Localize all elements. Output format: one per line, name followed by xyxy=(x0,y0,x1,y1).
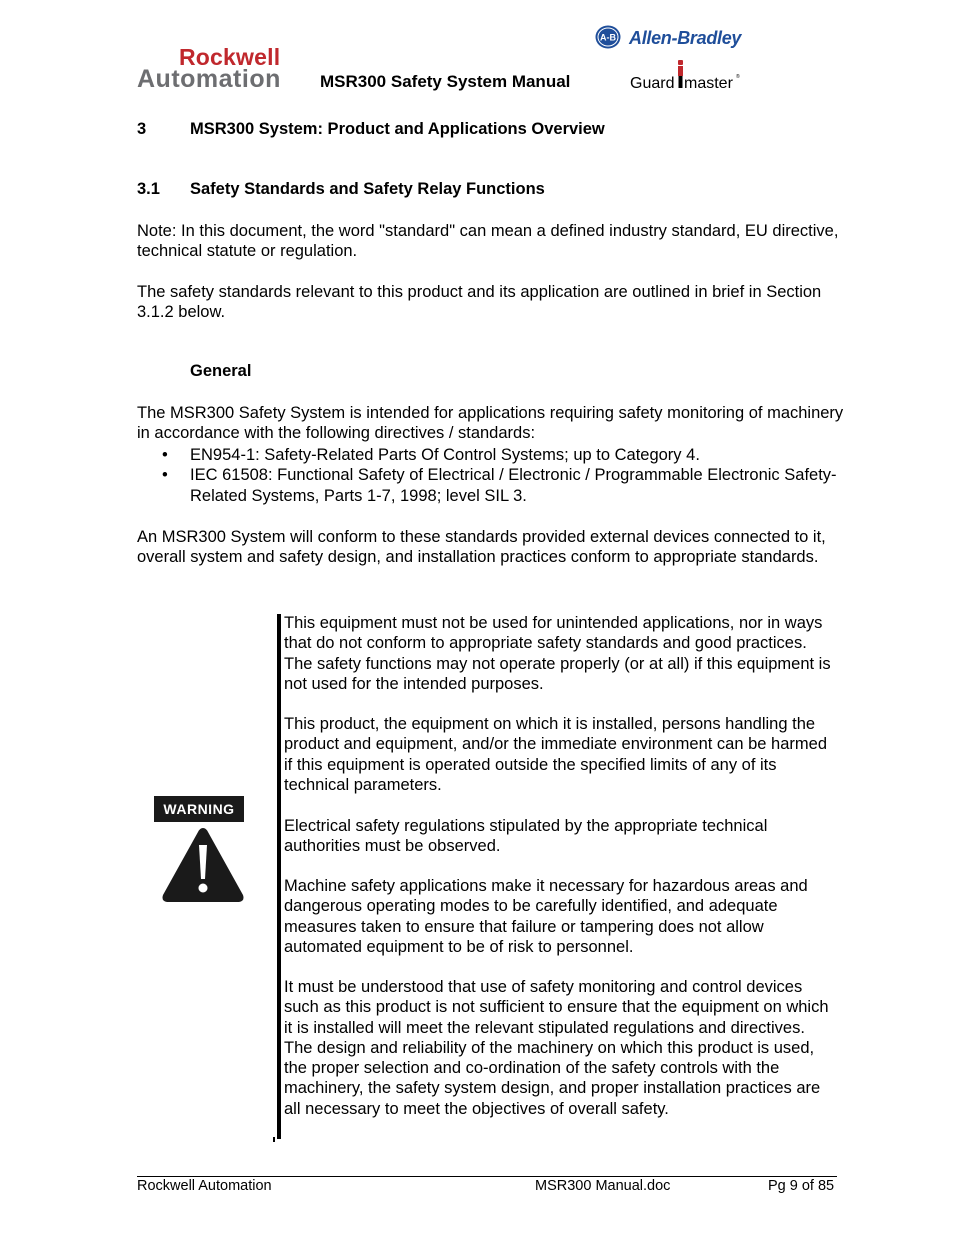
rockwell-automation-logo xyxy=(137,46,281,92)
svg-text:®: ® xyxy=(736,74,740,80)
footer-company: Rockwell Automation xyxy=(137,1178,272,1194)
list-item xyxy=(137,445,847,465)
section-3-number: 3 xyxy=(137,120,147,138)
footer-filename: MSR300 Manual.doc xyxy=(535,1178,671,1194)
warning-paragraph-5: It must be understood that use of safety monitoring and control devices such as this product is not sufficient to ensure that the equipment on which it is installed will meet the relevant stipulated regulations and directives. The design and reliability of the machinery on which this product is used, the proper selection and co-ordination of the safety controls with the machinery, the safety system design, and proper installation practices are all necessary to meet the objectives of overall safety. xyxy=(284,978,829,1118)
footer-page-number: Pg 9 of 85 xyxy=(768,1178,835,1194)
standards-intro-paragraph: The safety standards relevant to this product and its application are outlined in brief in Section 3.1.2 below. xyxy=(137,283,822,322)
bullet-text: IEC 61508: Functional Safety of Electrical / Electronic / Programmable Electronic Safety-Related Systems, Parts 1-7, 1998; level SIL 3. xyxy=(190,466,837,505)
warning-paragraph-2: This product, the equipment on which it is installed, persons handling the product and equipment, and/or the immediate environment can be harmed if this equipment is operated outside the specified limits of any of its technical parameters. xyxy=(284,715,827,794)
general-intro-paragraph: The MSR300 Safety System is intended for applications requiring safety monitoring of machinery in accordance with the following directives / standards: xyxy=(137,404,844,443)
guardmaster-logo xyxy=(630,56,742,92)
warning-paragraph-1: This equipment must not be used for unintended applications, nor in ways that do not conform to appropriate safety standards and good practices. The safety functions may not operate properly (or at all) if this equipment is not used for the intended purposes. xyxy=(284,614,831,693)
section-3-heading xyxy=(137,120,605,139)
standards-bullet-list xyxy=(137,445,847,506)
bullet-icon: • xyxy=(162,446,168,464)
document-title: MSR300 Safety System Manual xyxy=(320,72,571,91)
section-3-1-heading xyxy=(137,180,545,199)
note-paragraph: Note: In this document, the word "standard" can mean a defined industry standard, EU directive, technical statute or regulation. xyxy=(137,222,839,261)
footer-divider xyxy=(137,1176,837,1177)
warning-paragraph-4: Machine safety applications make it necessary for hazardous areas and dangerous operating modes to be carefully identified, and adequate measures taken to ensure that failure or tampering does not allow automated equipment to be of risk to personnel. xyxy=(284,877,808,956)
allen-bradley-badge-icon xyxy=(595,25,621,49)
logo-line-rockwell: Rockwell xyxy=(179,44,281,70)
warning-paragraph-3: Electrical safety regulations stipulated by the appropriate technical authorities must be observed. xyxy=(284,817,768,856)
section-3-1-number: 3.1 xyxy=(137,180,160,198)
svg-text:A-B: A-B xyxy=(600,32,616,43)
bullet-icon: • xyxy=(162,466,168,485)
bullet-text: EN954-1: Safety-Related Parts Of Control Systems; up to Category 4. xyxy=(190,446,700,464)
general-heading: General xyxy=(190,362,252,380)
warning-triangle-icon xyxy=(160,825,246,905)
warning-rule-tick xyxy=(273,1137,275,1142)
warning-sidebar-rule xyxy=(277,614,281,1139)
svg-text:master: master xyxy=(684,75,733,92)
logo-line-automation: Automation xyxy=(137,65,281,93)
guardmaster-wordmark-icon xyxy=(630,56,742,92)
section-3-title: MSR300 System: Product and Applications Overview xyxy=(190,120,605,138)
warning-label: WARNING xyxy=(154,796,244,822)
allen-bradley-wordmark: Allen-Bradley xyxy=(629,28,742,48)
section-3-1-title: Safety Standards and Safety Relay Functions xyxy=(190,180,545,198)
list-item xyxy=(137,465,847,506)
conformance-paragraph: An MSR300 System will conform to these standards provided external devices connected to it, overall system and safety design, and installation practices conform to appropriate standards. xyxy=(137,528,826,567)
svg-text:Guard: Guard xyxy=(630,75,675,92)
